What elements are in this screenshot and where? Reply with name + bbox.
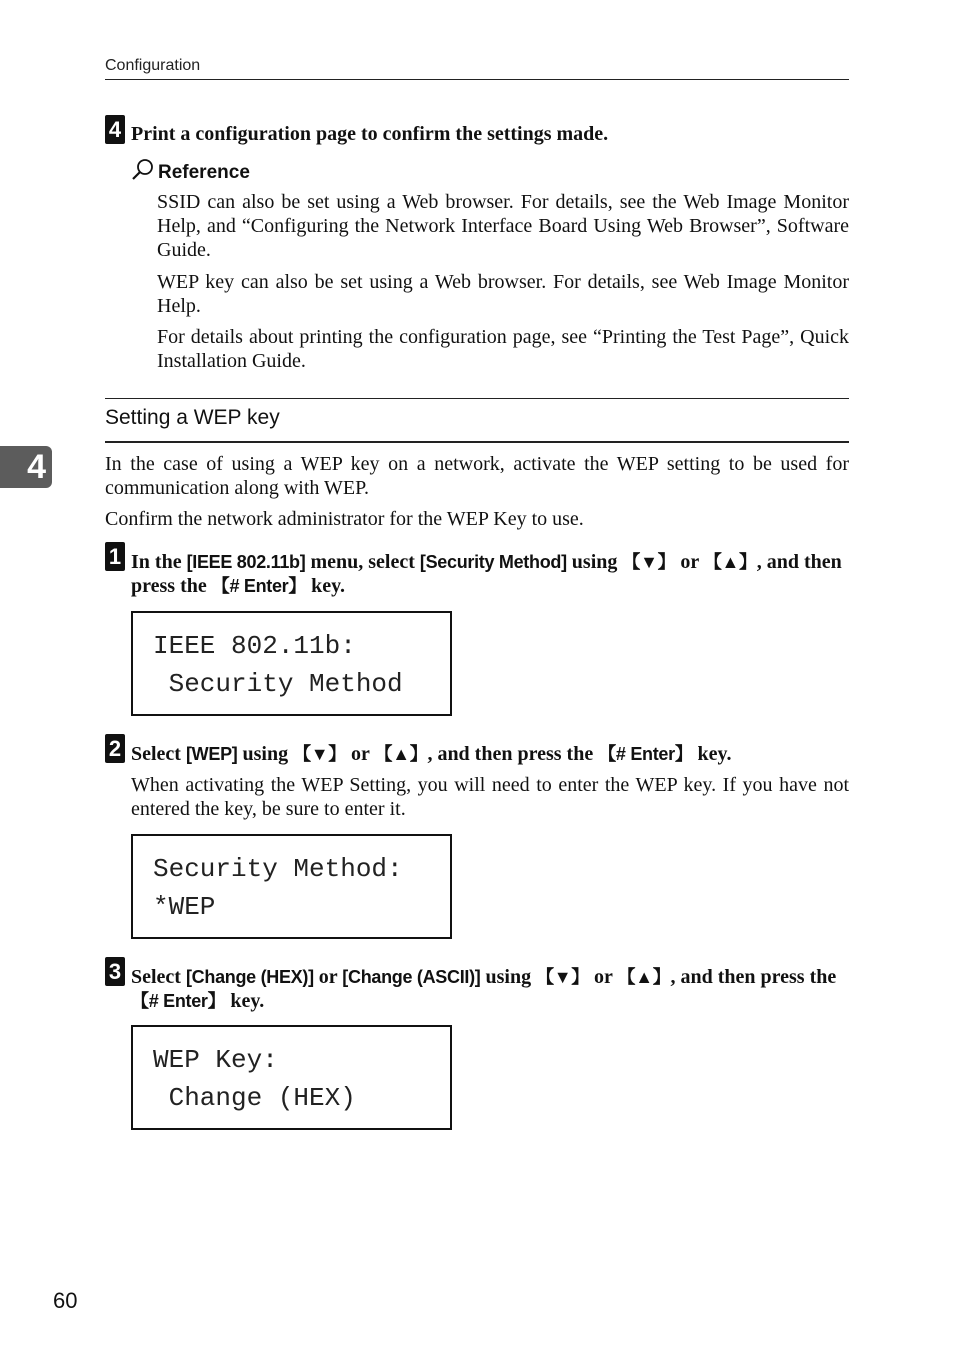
- reference-paragraph-1: SSID can also be set using a Web browser. For details, see the Web Image Monitor Help, and “Configuring the Network Interface Board Using Web Browser”, Software Guide.: [157, 191, 849, 261]
- section-title: Setting a WEP key: [105, 406, 280, 429]
- lcd-line-2: Change (HEX): [153, 1083, 356, 1113]
- step-4-instruction: Print a configuration page to confirm the settings made.: [131, 123, 609, 145]
- magnifier-icon: [131, 158, 155, 182]
- reference-paragraph-3: For details about printing the configuration page, see “Printing the Test Page”, Quick Installation Guide.: [157, 326, 849, 372]
- section-intro-1: In the case of using a WEP key on a network, activate the WEP setting to be used for communication along with WEP.: [105, 453, 849, 499]
- lcd-line-1: WEP Key:: [153, 1045, 278, 1075]
- lcd-line-1: IEEE 802.11b:: [153, 631, 356, 661]
- chapter-tab: 4: [0, 446, 52, 488]
- header-rule: [105, 79, 849, 80]
- step-number-2: 2: [105, 734, 125, 763]
- page-number: 60: [53, 1288, 78, 1313]
- lcd-panel-1: [131, 611, 452, 716]
- section-bottom-rule: [105, 441, 849, 443]
- step-2-note: When activating the WEP Setting, you will need to enter the WEP key. If you have not entered the key, be sure to enter it.: [131, 774, 849, 820]
- lcd-panel-3: [131, 1025, 452, 1130]
- reference-title: Reference: [158, 162, 250, 183]
- running-header: Configuration: [105, 57, 201, 74]
- lcd-line-1: Security Method:: [153, 854, 403, 884]
- lcd-line-2: Security Method: [153, 669, 403, 699]
- step-2-instruction: Select [WEP] using 【▼】 or 【▲】, and then press the 【# Enter】 key.: [131, 743, 732, 765]
- lcd-panel-2: [131, 834, 452, 939]
- step-number-4: 4: [105, 115, 125, 144]
- step-number-3: 3: [105, 957, 125, 986]
- reference-paragraph-2: WEP key can also be set using a Web browser. For details, see Web Image Monitor Help.: [157, 271, 849, 317]
- step-number-1: 1: [105, 542, 125, 571]
- section-intro-2: Confirm the network administrator for the WEP Key to use.: [105, 508, 584, 530]
- step-3-instruction: Select [Change (HEX)] or [Change (ASCII)] using 【▼】 or 【▲】, and then press the 【# Enter】 key.: [131, 966, 837, 1012]
- lcd-line-2: *WEP: [153, 892, 216, 922]
- section-top-rule: [105, 398, 849, 399]
- step-1-instruction: In the [IEEE 802.11b] menu, select [Security Method] using 【▼】 or 【▲】, and then press the 【# Enter】 key.: [131, 551, 842, 597]
